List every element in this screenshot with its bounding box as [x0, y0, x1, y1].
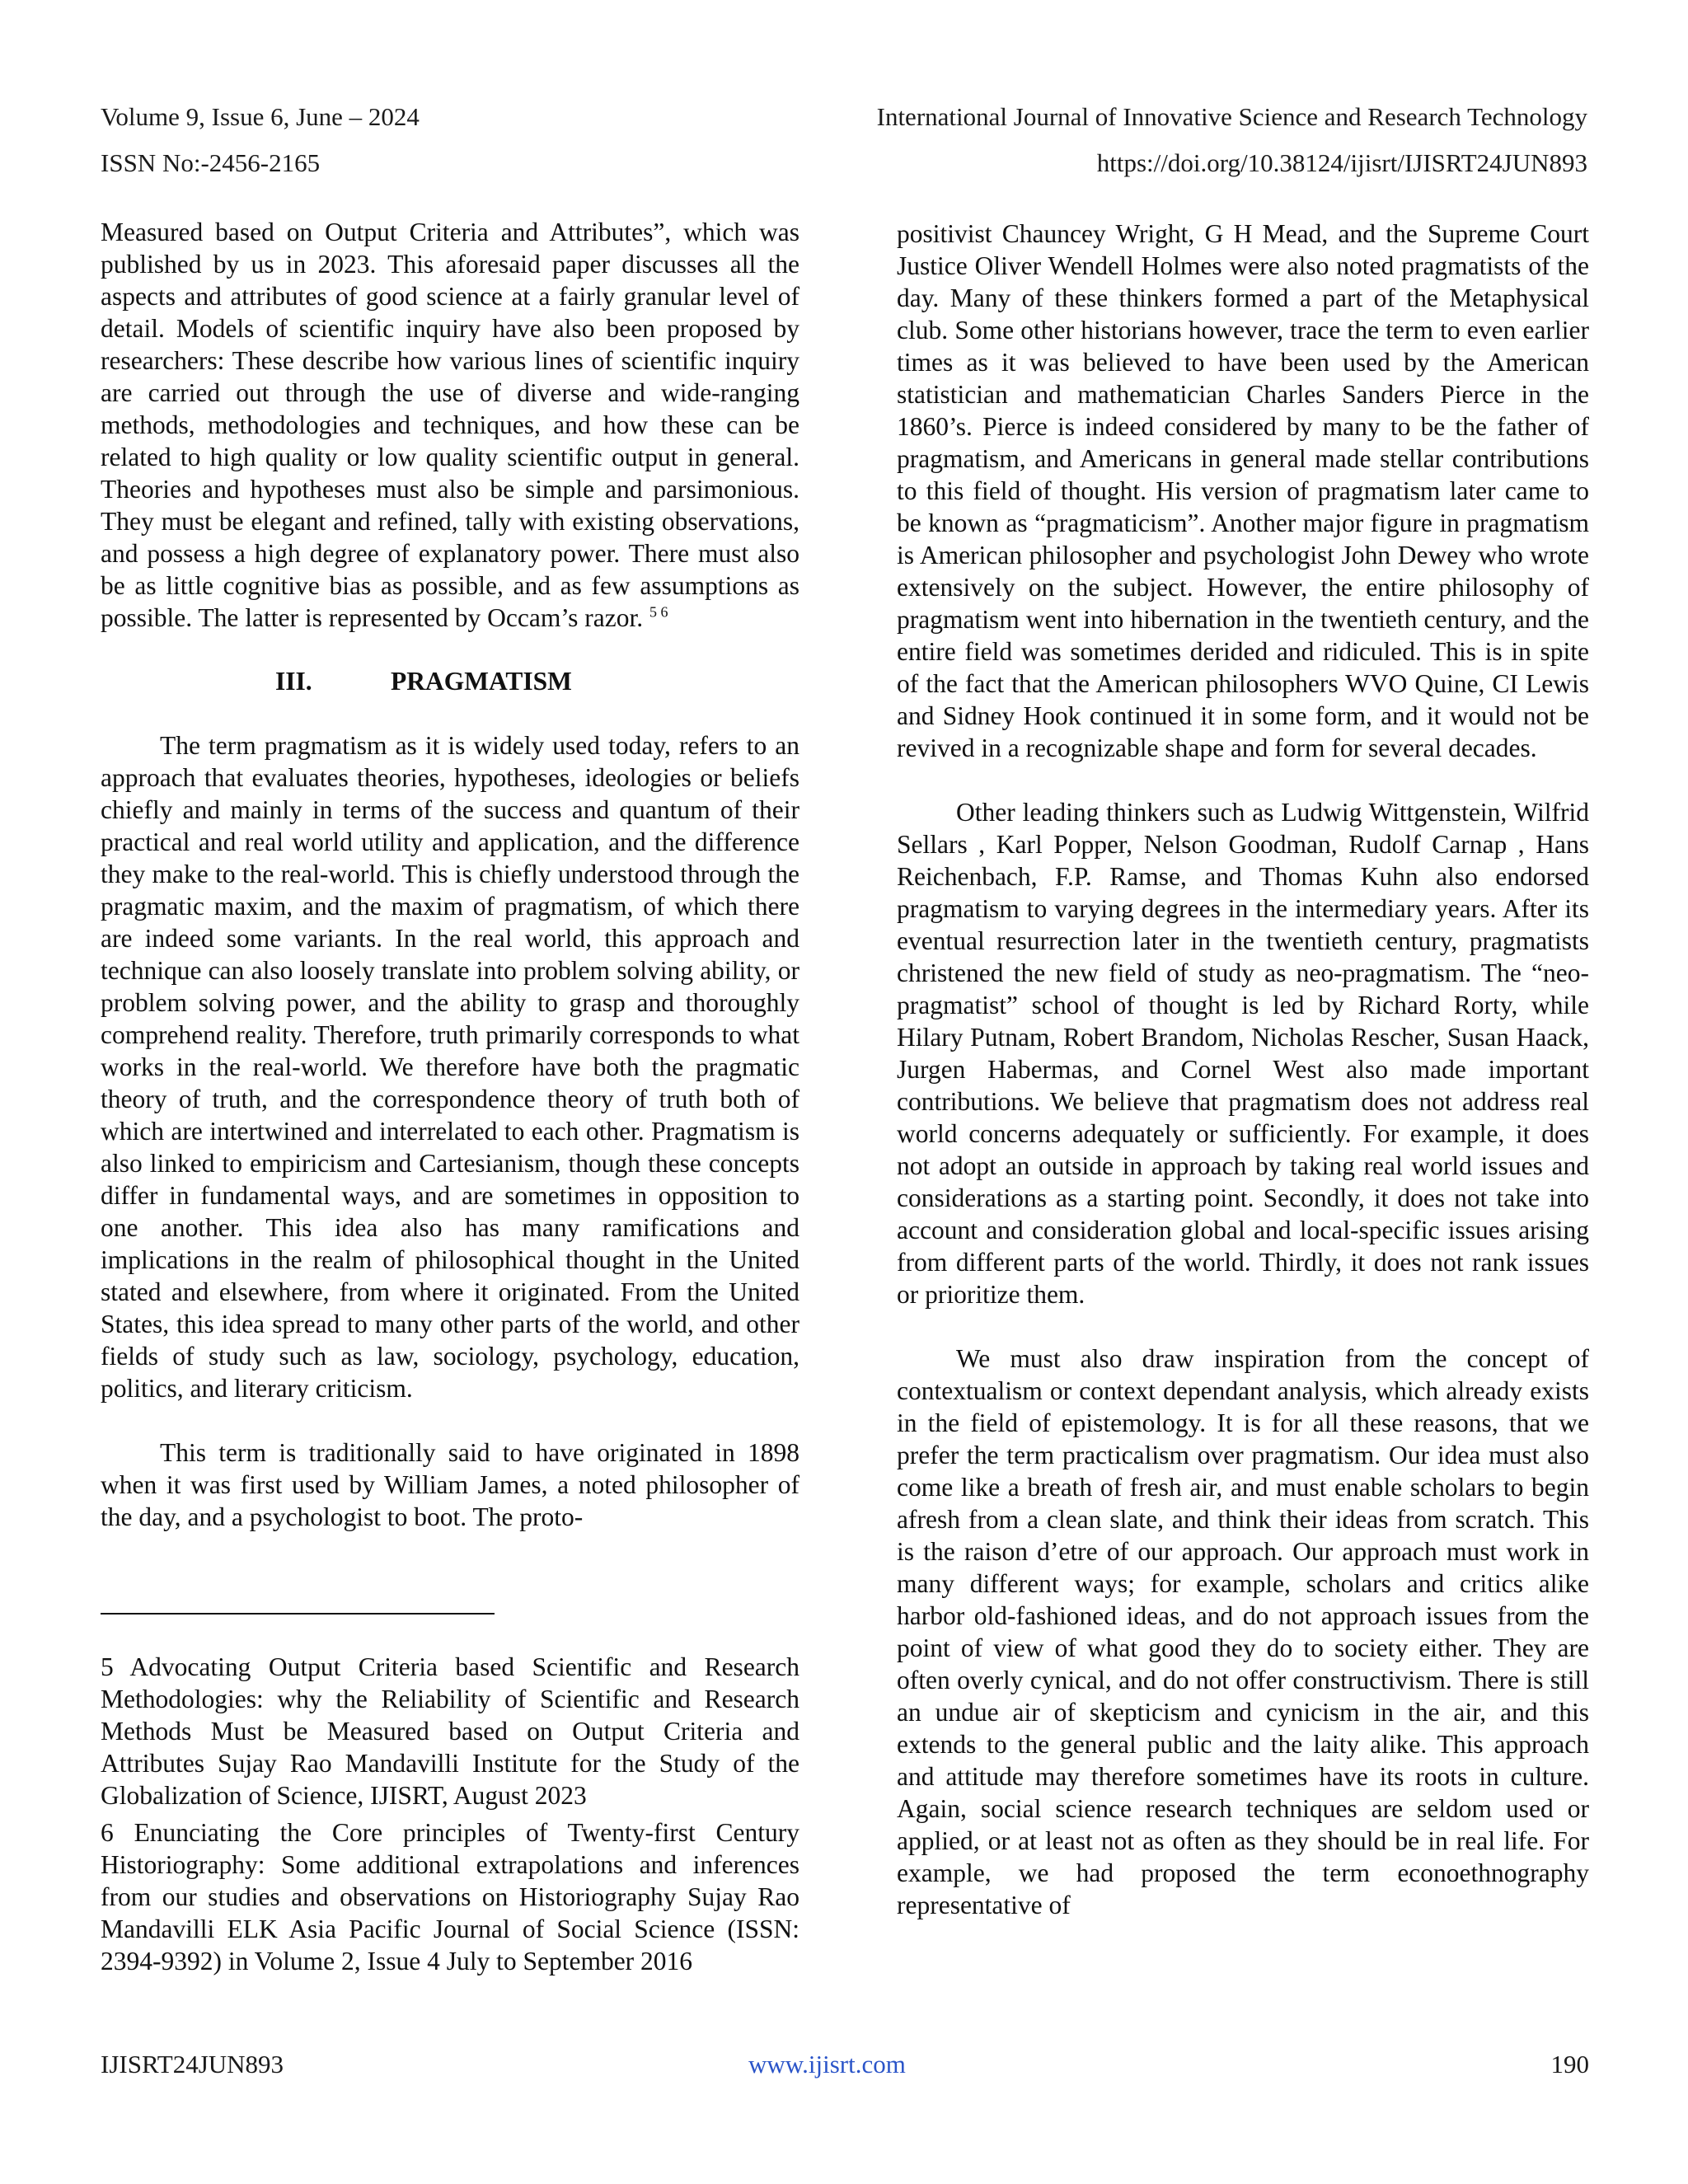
left-paragraph-2: The term pragmatism as it is widely used today, refers to an approach that evaluates theories, hypotheses, ideologies or beliefs chiefly and mainly in terms of the success and quantum of their practical and real world utility and application, and the difference they make to the real-world. This is chiefly understood through the pragmatic maxim, and the maxim of pragmatism, of which there are indeed some variants. In the real world, this approach and technique can also loosely translate into problem solving ability, or problem solving power, and the ability to grasp and thoroughly comprehend reality. Therefore, truth primarily corresponds to what works in the real-world. We therefore have both the pragmatic theory of truth, and the correspondence theory of truth both of which are intertwined and interrelated to each other. Pragmatism is also linked to empiricism and Cartesianism, though these concepts differ in fundamental ways, and are sometimes in opposition to one another. This idea also has many ramifications and implications in the realm of philosophical thought in the United stated and elsewhere, from where it originated. From the United States, this idea spread to many other parts of the world, and other fields of study such as law, sociology, psychology, education, politics, and literary criticism.: [101, 731, 799, 1403]
section-number: III.: [275, 667, 312, 696]
footnote-6: 6 Enunciating the Core principles of Twenty-first Century Historiography: Some additional extrapolations and inferences from our studies and observations on Historiography Sujay Rao Mandavilli ELK Asia Pacific Journal of Social Science (ISSN: 2394-9392) in Volume 2, Issue 4 July to September 2016: [101, 1818, 799, 1975]
left-paragraph-1-text: Measured based on Output Criteria and Attributes”, which was published by us in 2023. This aforesaid paper discusses all the aspects and attributes of good science at a fairly granular level of detail. Models of scientific inquiry have also been proposed by researchers: These describe how various lines of scientific inquiry are carried out through the use of diverse and wide-ranging methods, methodologies and techniques, and how these can be related to high quality or low quality scientific output in general. Theories and hypotheses must also be simple and parsimonious. They must be elegant and refined, tally with existing observations, and possess a high degree of explanatory power. There must also be as little cognitive bias as possible, and as few assumptions as possible. The latter is represented by Occam’s razor.: [101, 218, 799, 632]
footnote-divider: [101, 1613, 495, 1615]
header-issn: ISSN No:-2456-2165: [101, 148, 321, 177]
footer-paper-id: IJISRT24JUN893: [101, 2050, 284, 2079]
footnotes: [101, 1651, 799, 1982]
right-paragraph-2: Other leading thinkers such as Ludwig Wittgenstein, Wilfrid Sellars , Karl Popper, Nelson Goodman, Rudolf Carnap , Hans Reichenbach, F.P. Ramse, and Thomas Kuhn also endorsed pragmatism to varying degrees in the intermediary years. After its eventual resurrection later in the twentieth century, pragmatists christened the new field of study as neo-pragmatism. The “neo-pragmatist” school of thought is led by Richard Rorty, while Hilary Putnam, Robert Brandom, Nicholas Rescher, Susan Haack, Jurgen Habermas, and Cornel West also made important contributions. We believe that pragmatism does not address real world concerns adequately or sufficiently. For example, it does not adopt an outside in approach by taking real world issues and considerations as a starting point. Secondly, it does not take into account and consideration global and local-specific issues arising from different parts of the world. Thirdly, it does not rank issues or prioritize them.: [897, 798, 1589, 1309]
section-title: PRAGMATISM: [391, 667, 572, 696]
footer-website-link[interactable]: www.ijisrt.com: [748, 2050, 906, 2079]
right-column: [897, 218, 1589, 1921]
left-paragraph-3: This term is traditionally said to have originated in 1898 when it was first used by William James, a noted philosopher of the day, and a psychologist to boot. The proto-: [101, 1438, 799, 1531]
right-paragraph-1: positivist Chauncey Wright, G H Mead, and the Supreme Court Justice Oliver Wendell Holmes were also noted pragmatists of the day. Many of these thinkers formed a part of the Metaphysical club. Some other historians however, trace the term to even earlier times as it was believed to have been used by the American statistician and mathematician Charles Sanders Pierce in the 1860’s. Pierce is indeed considered by many to be the father of pragmatism, and Americans in general made stellar contributions to this field of thought. His version of pragmatism later came to be known as “pragmaticism”. Another major figure in pragmatism is American philosopher and psychologist John Dewey who wrote extensively on the subject. However, the entire philosophy of pragmatism went into hibernation in the twentieth century, and the entire field was sometimes derided and ridiculed. This is in spite of the fact that the American philosophers WVO Quine, CI Lewis and Sidney Hook continued it in some form, and it would not be revived in a recognizable shape and form for several decades.: [897, 219, 1589, 762]
footer-page-number: 190: [1550, 2050, 1589, 2079]
footnote-reference[interactable]: 5 6: [649, 603, 668, 621]
header-volume: Volume 9, Issue 6, June – 2024: [101, 102, 420, 131]
footnote-5: 5 Advocating Output Criteria based Scientific and Research Methodologies: why the Reliability of Scientific and Research Methods Must be Measured based on Output Criteria and Attributes Sujay Rao Mandavilli Institute for the Study of the Globalization of Science, IJISRT, August 2023: [101, 1652, 799, 1810]
right-paragraph-3: We must also draw inspiration from the concept of contextualism or context dependant analysis, which already exists in the field of epistemology. It is for all these reasons, that we prefer the term practicalism over pragmatism. Our idea must also come like a breath of fresh air, and must enable scholars to begin afresh from a clean slate, and think their ideas from scratch. This is the raison d’etre of our approach. Our approach must work in many different ways; for example, scholars and critics alike harbor old-fashioned ideas, and do not approach issues from the point of view of what good they do to society either. They are often overly cynical, and do not offer constructivism. There is still an undue air of skepticism and cynicism in the air, and this extends to the general public and the laity alike. This approach and attitude may therefore sometimes have its roots in culture. Again, social science research techniques are seldom used or applied, or at least not as often as they should be in real life. For example, we had proposed the term econoethnography representative of: [897, 1344, 1589, 1919]
left-paragraph-1: [101, 216, 799, 634]
left-column: [101, 216, 799, 1533]
header-journal: International Journal of Innovative Science and Research Technology: [876, 102, 1587, 131]
section-heading: [101, 665, 799, 697]
header-doi-link[interactable]: https://doi.org/10.38124/ijisrt/IJISRT24JUN893: [1096, 148, 1587, 177]
